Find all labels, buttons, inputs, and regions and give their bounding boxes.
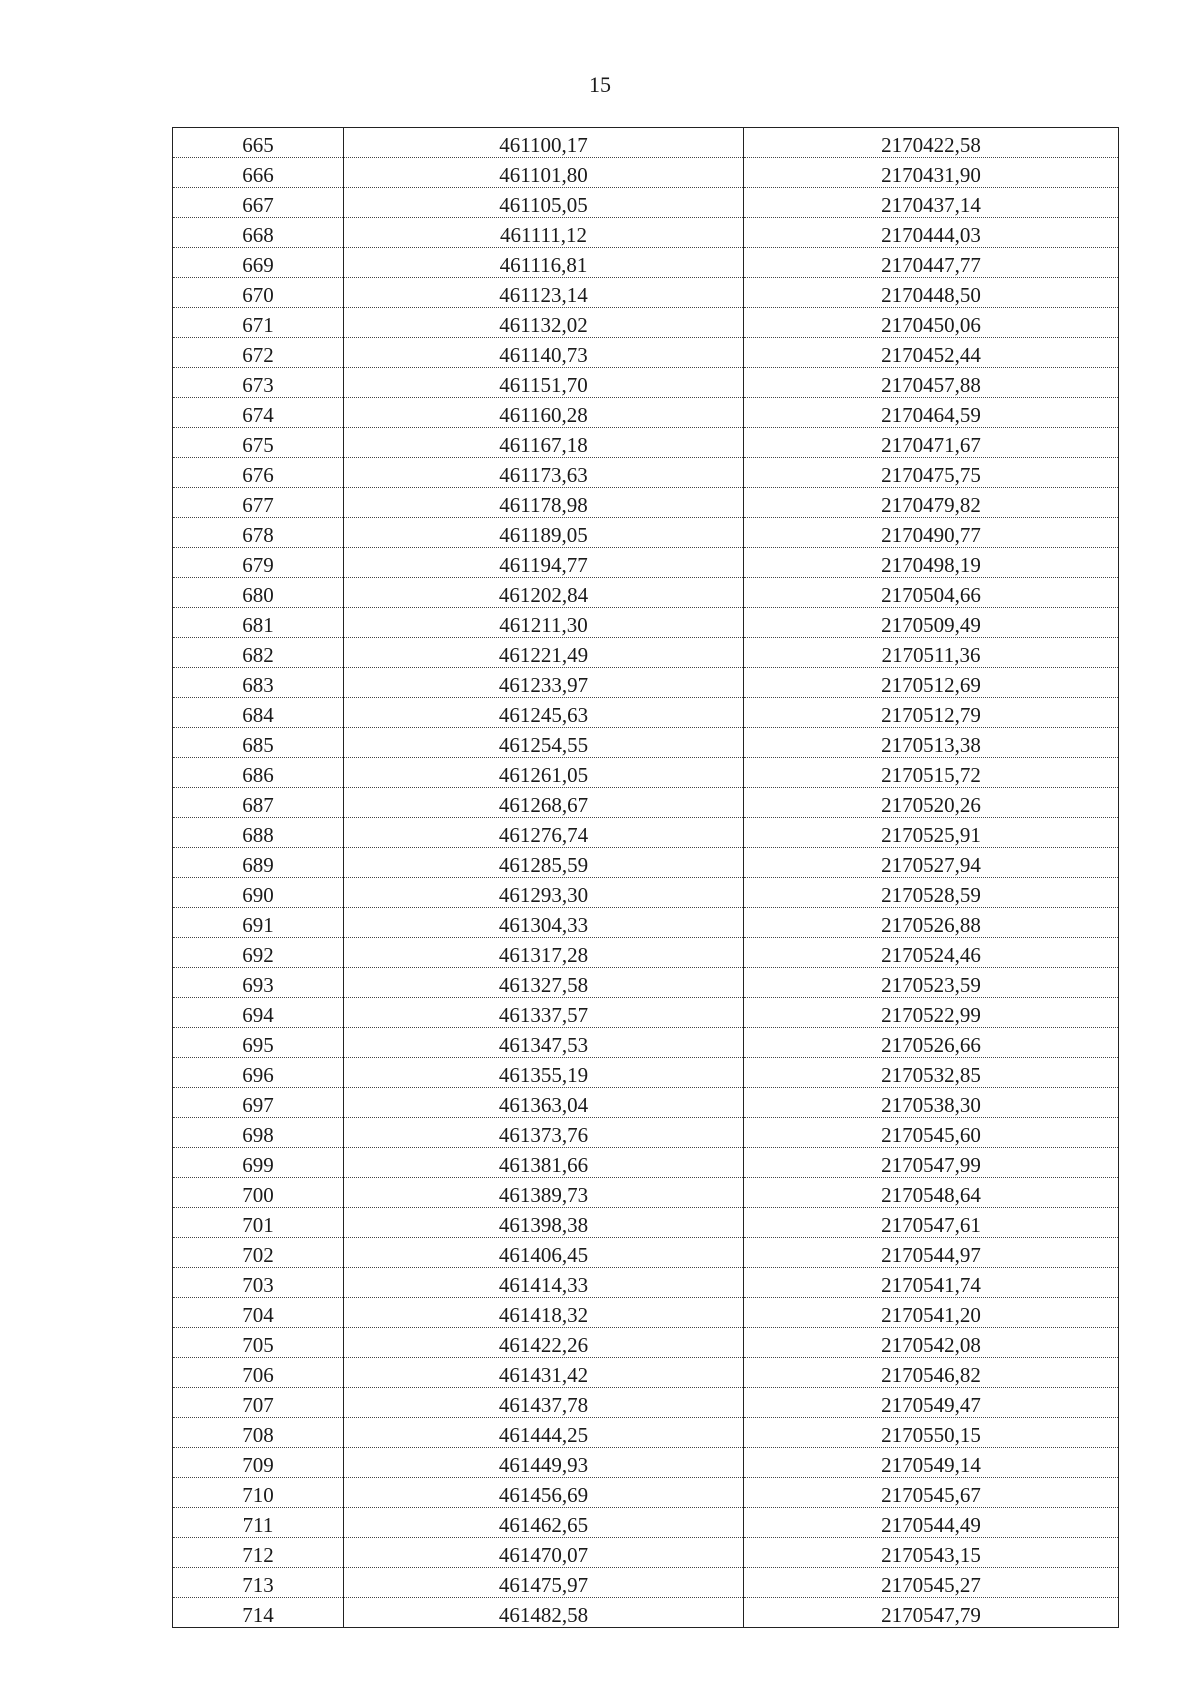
- table-row: [173, 1118, 1119, 1148]
- y-coordinate-cell: 2170545,67: [744, 1478, 1119, 1508]
- y-coordinate-cell: 2170464,59: [744, 398, 1119, 428]
- x-coordinate-cell: 461449,93: [344, 1448, 744, 1478]
- y-coordinate-cell: 2170541,74: [744, 1268, 1119, 1298]
- table-row: [173, 488, 1119, 518]
- y-coordinate-cell: 2170545,27: [744, 1568, 1119, 1598]
- y-coordinate-cell: 2170447,77: [744, 248, 1119, 278]
- y-coordinate-cell: 2170526,66: [744, 1028, 1119, 1058]
- point-number-cell: 699: [173, 1148, 344, 1178]
- x-coordinate-cell: 461167,18: [344, 428, 744, 458]
- point-number-cell: 705: [173, 1328, 344, 1358]
- y-coordinate-cell: 2170544,97: [744, 1238, 1119, 1268]
- point-number-cell: 692: [173, 938, 344, 968]
- y-coordinate-cell: 2170512,79: [744, 698, 1119, 728]
- table-row: [173, 1328, 1119, 1358]
- y-coordinate-cell: 2170450,06: [744, 308, 1119, 338]
- point-number-cell: 711: [173, 1508, 344, 1538]
- x-coordinate-cell: 461470,07: [344, 1538, 744, 1568]
- table-row: [173, 578, 1119, 608]
- y-coordinate-cell: 2170523,59: [744, 968, 1119, 998]
- table-row: [173, 338, 1119, 368]
- point-number-cell: 710: [173, 1478, 344, 1508]
- y-coordinate-cell: 2170524,46: [744, 938, 1119, 968]
- table-row: [173, 1088, 1119, 1118]
- point-number-cell: 708: [173, 1418, 344, 1448]
- x-coordinate-cell: 461327,58: [344, 968, 744, 998]
- y-coordinate-cell: 2170526,88: [744, 908, 1119, 938]
- point-number-cell: 698: [173, 1118, 344, 1148]
- point-number-cell: 694: [173, 998, 344, 1028]
- y-coordinate-cell: 2170546,82: [744, 1358, 1119, 1388]
- table-row: [173, 1148, 1119, 1178]
- table-row: [173, 1478, 1119, 1508]
- x-coordinate-cell: 461285,59: [344, 848, 744, 878]
- point-number-cell: 691: [173, 908, 344, 938]
- y-coordinate-cell: 2170471,67: [744, 428, 1119, 458]
- x-coordinate-cell: 461475,97: [344, 1568, 744, 1598]
- table-row: [173, 1538, 1119, 1568]
- x-coordinate-cell: 461173,63: [344, 458, 744, 488]
- table-row: [173, 908, 1119, 938]
- y-coordinate-cell: 2170538,30: [744, 1088, 1119, 1118]
- y-coordinate-cell: 2170544,49: [744, 1508, 1119, 1538]
- x-coordinate-cell: 461132,02: [344, 308, 744, 338]
- y-coordinate-cell: 2170541,20: [744, 1298, 1119, 1328]
- x-coordinate-cell: 461389,73: [344, 1178, 744, 1208]
- table-row: [173, 1598, 1119, 1628]
- x-coordinate-cell: 461194,77: [344, 548, 744, 578]
- y-coordinate-cell: 2170547,61: [744, 1208, 1119, 1238]
- y-coordinate-cell: 2170532,85: [744, 1058, 1119, 1088]
- point-number-cell: 673: [173, 368, 344, 398]
- x-coordinate-cell: 461304,33: [344, 908, 744, 938]
- x-coordinate-cell: 461431,42: [344, 1358, 744, 1388]
- point-number-cell: 687: [173, 788, 344, 818]
- point-number-cell: 685: [173, 728, 344, 758]
- y-coordinate-cell: 2170431,90: [744, 158, 1119, 188]
- x-coordinate-cell: 461233,97: [344, 668, 744, 698]
- x-coordinate-cell: 461422,26: [344, 1328, 744, 1358]
- table-row: [173, 758, 1119, 788]
- y-coordinate-cell: 2170479,82: [744, 488, 1119, 518]
- table-row: [173, 698, 1119, 728]
- table-row: [173, 1028, 1119, 1058]
- point-number-cell: 671: [173, 308, 344, 338]
- coordinates-table: [172, 127, 1119, 1628]
- table-row: [173, 1208, 1119, 1238]
- y-coordinate-cell: 2170542,08: [744, 1328, 1119, 1358]
- table-row: [173, 638, 1119, 668]
- table-row: [173, 848, 1119, 878]
- y-coordinate-cell: 2170444,03: [744, 218, 1119, 248]
- point-number-cell: 684: [173, 698, 344, 728]
- table-row: [173, 728, 1119, 758]
- table-row: [173, 938, 1119, 968]
- y-coordinate-cell: 2170520,26: [744, 788, 1119, 818]
- y-coordinate-cell: 2170490,77: [744, 518, 1119, 548]
- y-coordinate-cell: 2170452,44: [744, 338, 1119, 368]
- x-coordinate-cell: 461221,49: [344, 638, 744, 668]
- table-row: [173, 668, 1119, 698]
- y-coordinate-cell: 2170545,60: [744, 1118, 1119, 1148]
- x-coordinate-cell: 461151,70: [344, 368, 744, 398]
- table-row: [173, 1568, 1119, 1598]
- point-number-cell: 706: [173, 1358, 344, 1388]
- y-coordinate-cell: 2170475,75: [744, 458, 1119, 488]
- x-coordinate-cell: 461347,53: [344, 1028, 744, 1058]
- table-row: [173, 1418, 1119, 1448]
- table-row: [173, 158, 1119, 188]
- point-number-cell: 680: [173, 578, 344, 608]
- point-number-cell: 674: [173, 398, 344, 428]
- x-coordinate-cell: 461116,81: [344, 248, 744, 278]
- x-coordinate-cell: 461178,98: [344, 488, 744, 518]
- point-number-cell: 712: [173, 1538, 344, 1568]
- x-coordinate-cell: 461462,65: [344, 1508, 744, 1538]
- table-row: [173, 1298, 1119, 1328]
- table-row: [173, 1358, 1119, 1388]
- x-coordinate-cell: 461456,69: [344, 1478, 744, 1508]
- point-number-cell: 693: [173, 968, 344, 998]
- point-number-cell: 689: [173, 848, 344, 878]
- table-row: [173, 518, 1119, 548]
- point-number-cell: 696: [173, 1058, 344, 1088]
- y-coordinate-cell: 2170528,59: [744, 878, 1119, 908]
- x-coordinate-cell: 461437,78: [344, 1388, 744, 1418]
- y-coordinate-cell: 2170437,14: [744, 188, 1119, 218]
- y-coordinate-cell: 2170548,64: [744, 1178, 1119, 1208]
- table-row: [173, 428, 1119, 458]
- x-coordinate-cell: 461482,58: [344, 1598, 744, 1628]
- point-number-cell: 678: [173, 518, 344, 548]
- x-coordinate-cell: 461406,45: [344, 1238, 744, 1268]
- table-row: [173, 368, 1119, 398]
- point-number-cell: 697: [173, 1088, 344, 1118]
- table-row: [173, 128, 1119, 158]
- x-coordinate-cell: 461276,74: [344, 818, 744, 848]
- x-coordinate-cell: 461414,33: [344, 1268, 744, 1298]
- table-row: [173, 1178, 1119, 1208]
- table-row: [173, 458, 1119, 488]
- point-number-cell: 665: [173, 128, 344, 158]
- point-number-cell: 704: [173, 1298, 344, 1328]
- y-coordinate-cell: 2170549,47: [744, 1388, 1119, 1418]
- y-coordinate-cell: 2170522,99: [744, 998, 1119, 1028]
- table-row: [173, 398, 1119, 428]
- point-number-cell: 666: [173, 158, 344, 188]
- y-coordinate-cell: 2170498,19: [744, 548, 1119, 578]
- point-number-cell: 700: [173, 1178, 344, 1208]
- table-row: [173, 308, 1119, 338]
- table-row: [173, 1268, 1119, 1298]
- point-number-cell: 675: [173, 428, 344, 458]
- x-coordinate-cell: 461105,05: [344, 188, 744, 218]
- y-coordinate-cell: 2170512,69: [744, 668, 1119, 698]
- point-number-cell: 679: [173, 548, 344, 578]
- y-coordinate-cell: 2170515,72: [744, 758, 1119, 788]
- point-number-cell: 695: [173, 1028, 344, 1058]
- x-coordinate-cell: 461160,28: [344, 398, 744, 428]
- x-coordinate-cell: 461317,28: [344, 938, 744, 968]
- point-number-cell: 681: [173, 608, 344, 638]
- x-coordinate-cell: 461245,63: [344, 698, 744, 728]
- point-number-cell: 676: [173, 458, 344, 488]
- point-number-cell: 669: [173, 248, 344, 278]
- table-row: [173, 878, 1119, 908]
- point-number-cell: 703: [173, 1268, 344, 1298]
- table-row: [173, 1508, 1119, 1538]
- table-row: [173, 278, 1119, 308]
- table-row: [173, 1388, 1119, 1418]
- x-coordinate-cell: 461293,30: [344, 878, 744, 908]
- point-number-cell: 686: [173, 758, 344, 788]
- x-coordinate-cell: 461211,30: [344, 608, 744, 638]
- point-number-cell: 668: [173, 218, 344, 248]
- y-coordinate-cell: 2170549,14: [744, 1448, 1119, 1478]
- page-number: 15: [589, 72, 611, 97]
- x-coordinate-cell: 461268,67: [344, 788, 744, 818]
- x-coordinate-cell: 461189,05: [344, 518, 744, 548]
- y-coordinate-cell: 2170457,88: [744, 368, 1119, 398]
- x-coordinate-cell: 461140,73: [344, 338, 744, 368]
- point-number-cell: 701: [173, 1208, 344, 1238]
- x-coordinate-cell: 461398,38: [344, 1208, 744, 1238]
- point-number-cell: 682: [173, 638, 344, 668]
- point-number-cell: 702: [173, 1238, 344, 1268]
- table-row: [173, 188, 1119, 218]
- x-coordinate-cell: 461355,19: [344, 1058, 744, 1088]
- x-coordinate-cell: 461202,84: [344, 578, 744, 608]
- y-coordinate-cell: 2170509,49: [744, 608, 1119, 638]
- x-coordinate-cell: 461381,66: [344, 1148, 744, 1178]
- y-coordinate-cell: 2170550,15: [744, 1418, 1119, 1448]
- point-number-cell: 667: [173, 188, 344, 218]
- point-number-cell: 672: [173, 338, 344, 368]
- y-coordinate-cell: 2170504,66: [744, 578, 1119, 608]
- x-coordinate-cell: 461101,80: [344, 158, 744, 188]
- y-coordinate-cell: 2170527,94: [744, 848, 1119, 878]
- table-row: [173, 248, 1119, 278]
- x-coordinate-cell: 461363,04: [344, 1088, 744, 1118]
- x-coordinate-cell: 461111,12: [344, 218, 744, 248]
- point-number-cell: 688: [173, 818, 344, 848]
- table-row: [173, 218, 1119, 248]
- table-row: [173, 1238, 1119, 1268]
- x-coordinate-cell: 461418,32: [344, 1298, 744, 1328]
- y-coordinate-cell: 2170513,38: [744, 728, 1119, 758]
- point-number-cell: 707: [173, 1388, 344, 1418]
- y-coordinate-cell: 2170525,91: [744, 818, 1119, 848]
- x-coordinate-cell: 461444,25: [344, 1418, 744, 1448]
- x-coordinate-cell: 461337,57: [344, 998, 744, 1028]
- point-number-cell: 713: [173, 1568, 344, 1598]
- y-coordinate-cell: 2170422,58: [744, 128, 1119, 158]
- y-coordinate-cell: 2170543,15: [744, 1538, 1119, 1568]
- table-row: [173, 788, 1119, 818]
- coordinates-table-body: [173, 128, 1119, 1628]
- y-coordinate-cell: 2170511,36: [744, 638, 1119, 668]
- x-coordinate-cell: 461373,76: [344, 1118, 744, 1148]
- table-row: [173, 968, 1119, 998]
- point-number-cell: 670: [173, 278, 344, 308]
- point-number-cell: 714: [173, 1598, 344, 1628]
- x-coordinate-cell: 461100,17: [344, 128, 744, 158]
- point-number-cell: 683: [173, 668, 344, 698]
- y-coordinate-cell: 2170547,79: [744, 1598, 1119, 1628]
- y-coordinate-cell: 2170547,99: [744, 1148, 1119, 1178]
- point-number-cell: 690: [173, 878, 344, 908]
- table-row: [173, 1448, 1119, 1478]
- x-coordinate-cell: 461123,14: [344, 278, 744, 308]
- point-number-cell: 709: [173, 1448, 344, 1478]
- point-number-cell: 677: [173, 488, 344, 518]
- table-row: [173, 998, 1119, 1028]
- table-row: [173, 608, 1119, 638]
- x-coordinate-cell: 461261,05: [344, 758, 744, 788]
- table-row: [173, 548, 1119, 578]
- x-coordinate-cell: 461254,55: [344, 728, 744, 758]
- y-coordinate-cell: 2170448,50: [744, 278, 1119, 308]
- table-row: [173, 1058, 1119, 1088]
- table-row: [173, 818, 1119, 848]
